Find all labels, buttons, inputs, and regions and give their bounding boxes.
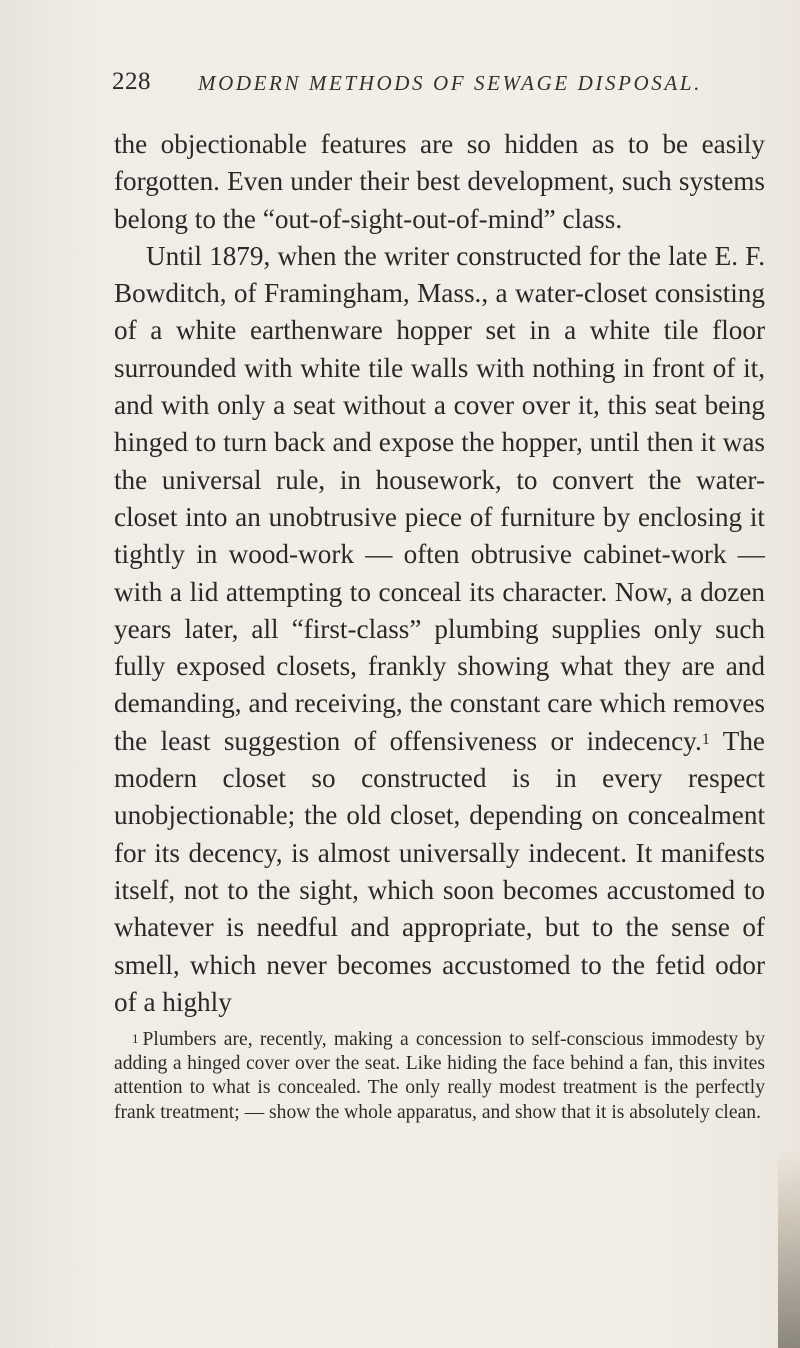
paragraph	[114, 238, 765, 1021]
footnote-number: 1	[132, 1031, 139, 1046]
page-number: 228	[112, 68, 151, 95]
footnote	[114, 1028, 765, 1125]
paragraph: the objectionable features are so hidden as to be easily forgotten. Even under their best development, such systems belong to the “out-of-sight-out-of-mind” class.	[114, 129, 765, 234]
paragraph-text: Until 1879, when the writer constructed for the late E. F. Bowditch, of Framingham, Mass., a water-closet consisting of a white earthenware hopper set in a white tile floor surrounded with white tile walls with nothing in front of it, and with only a seat without a cover over it, this seat being hinged to turn back and expose the hopper, until then it was the universal rule, in housework, to convert the water-closet into an unobtrusive piece of furniture by enclosing it tightly in wood-work — often obtrusive cabinet-work — with a lid attempting to conceal its character. Now, a dozen years later, all “first-class” plumbing supplies only such fully exposed closets, frankly showing what they are and demanding, and receiving, the constant care which removes the least suggestion of offensiveness or indecency.	[114, 240, 765, 756]
page-edge-shadow	[778, 1150, 800, 1348]
footnote-text: Plumbers are, recently, making a concession to self-conscious immodesty by adding a hinged cover over the seat. Like hiding the face behind a fan, this invites attention to what is concealed. The only really modest treatment is the perfectly frank treatment; — show the whole apparatus, and show that it is absolutely clean.	[114, 1029, 765, 1123]
footnote-reference[interactable]: 1	[701, 730, 710, 748]
running-title: MODERN METHODS OF SEWAGE DISPOSAL.	[198, 71, 702, 95]
running-head	[112, 62, 712, 102]
paragraph-text-continued: The modern closet so constructed is in every respect unobjectionable; the old closet, depending on concealment for its decency, is almost universally indecent. It manifests itself, not to the sight, which soon becomes accustomed to whatever is needful and appropriate, but to the sense of smell, which never becomes accustomed to the fetid odor of a highly	[114, 725, 765, 1017]
body-text	[114, 126, 765, 1021]
